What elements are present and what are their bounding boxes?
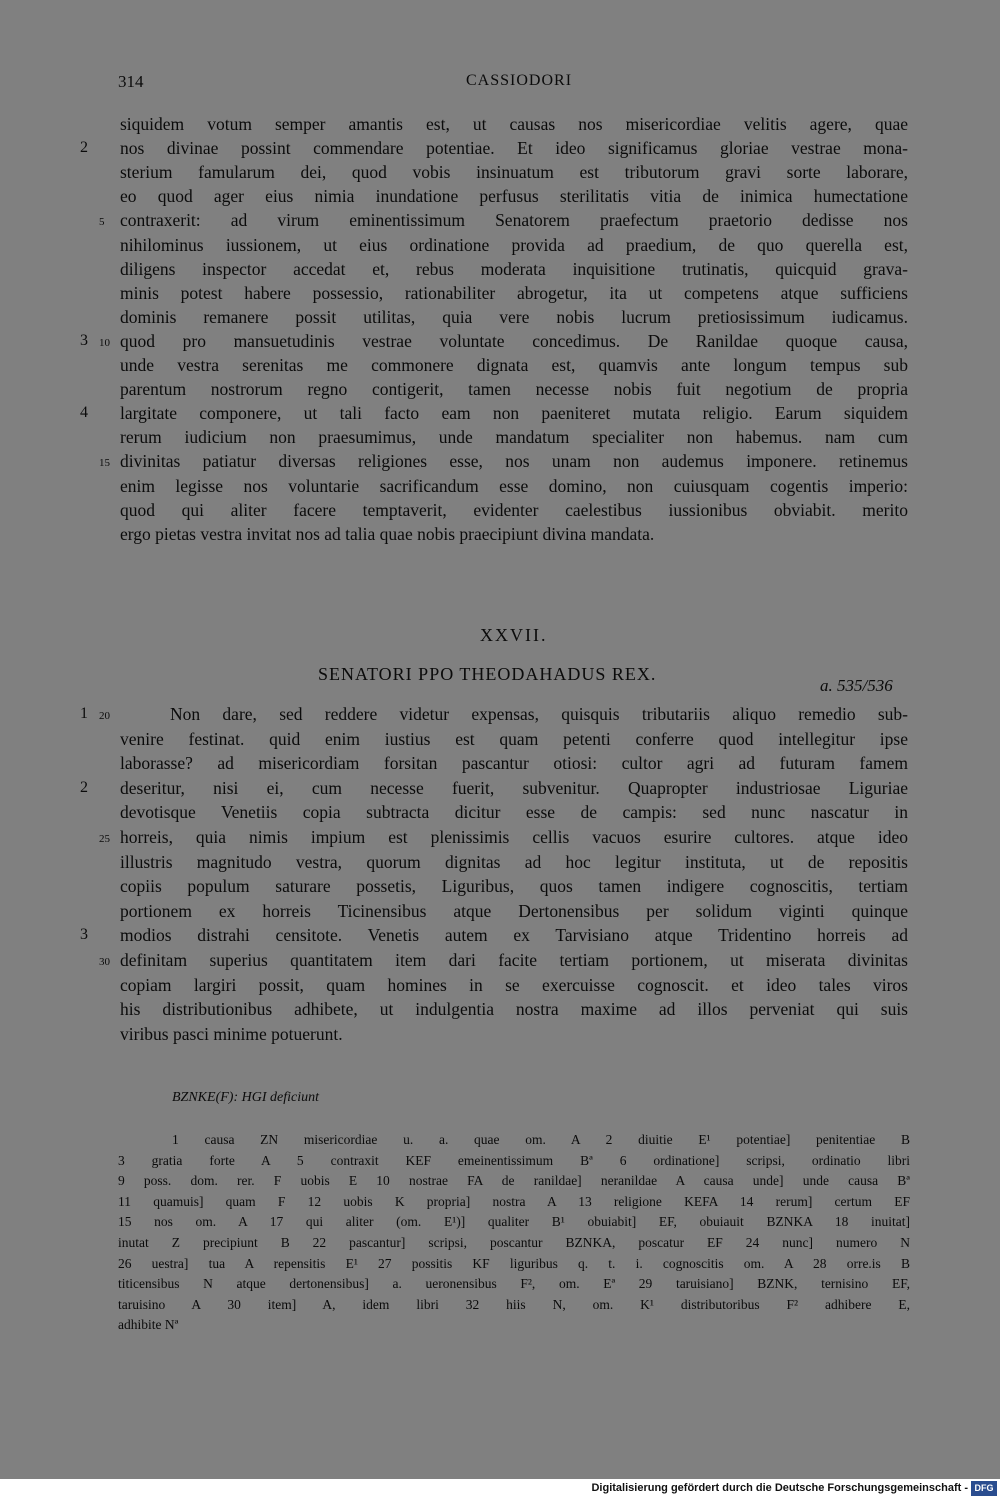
text-line: copiam largiri possit, quam homines in se exercuisse cognoscit. et ideo tales viros: [120, 974, 908, 995]
text-line: definitam superius quantitatem item dari facite tertiam portionem, ut miserata divinitas: [120, 950, 908, 970]
text-line: his distributionibus adhibete, ut indulgentia nostra maxime ad illos perveniat qui suis: [120, 999, 908, 1020]
text-line: devotisque Venetiis copia subtracta dicitur esse de campis: sed nunc nascatur in: [120, 802, 908, 823]
text-line: dominis remanere possit utilitas, quia vere nobis lucrum pretiosissimum iudicamus.: [120, 306, 908, 327]
text-line: siquidem votum semper amantis est, ut causas nos misericordiae velitis agere, quae: [120, 114, 908, 134]
text-line: laborasse? ad misericordiam forsitan pascantur otiosi: cultor agri ad futuram famem: [120, 753, 908, 774]
section-marker: 2: [80, 778, 88, 796]
text-line: venire festinat. quid enim iustius est quam petenti conferre quod intellegitur ipse: [120, 728, 908, 749]
text-line: unde vestra serenitas me commonere dignata est, quamvis ante longum tempus sub: [120, 355, 908, 375]
footer-bar: [0, 1479, 1000, 1499]
section-heading: SENATORI PPO THEODAHADUS REX.: [318, 664, 657, 684]
running-title: CASSIODORI: [466, 72, 573, 89]
text-line: rerum iudicium non praesumimus, unde mandatum specialiter non habemus. nam cum: [120, 427, 908, 448]
section-marker: 2: [80, 139, 88, 157]
text-line: deseritur, nisi ei, cum necesse fuerit, subvenitur. Quapropter industriosae Liguriae: [120, 777, 908, 798]
apparatus-note: 11 quamuis] quam F 12 uobis K propria] nostra A 13 religione KEFA 14 rerum] certum EF: [118, 1193, 910, 1209]
apparatus-note: adhibite Nª: [118, 1317, 179, 1333]
text-line: nihilominus iussionem, ut eius ordinatione provida ad praedium, de quo querella est,: [120, 234, 908, 255]
apparatus-note: 1 causa ZN misericordiae u. a. quae om. A 2 diuitie E¹ potentiae] penitentiae B: [172, 1132, 910, 1147]
apparatus-note: inutat Z precipiunt B 22 pascantur] scripsi, poscantur BZNKA, poscatur EF 24 nunc] numero N: [118, 1235, 910, 1250]
section-marker: 3: [80, 331, 88, 349]
section-marker: 4: [80, 404, 88, 422]
apparatus-note: taruisino A 30 item] A, idem libri 32 hiis N, om. K¹ distributoribus F² adhibere E,: [118, 1296, 910, 1312]
text-line: Non dare, sed reddere videtur expensas, quisquis tributariis aliquo remedio sub-: [170, 704, 908, 724]
text-line: minis potest habere possessio, rationabiliter abrogetur, ita ut competens atque sufficiens: [120, 282, 908, 303]
text-line: divinitas patiatur diversas religiones esse, nos unam non audemus imponere. retinemus: [120, 451, 908, 472]
text-line: copiis populum saturare possetis, Liguribus, quos tamen indigere cognoscitis, tertiam: [120, 876, 908, 897]
apparatus-note: 26 uestra] tua A repensitis E¹ 27 possitis KF liguribus q. t. i. cognoscitis om. A 28 orre.is B: [118, 1255, 910, 1271]
section-marker: 1: [80, 705, 88, 722]
text-line: parentum nostrorum regno contigerit, tamen necesse nobis fuit negotium de propria: [120, 379, 908, 400]
text-line: ergo pietas vestra invitat nos ad talia quae nobis praecipiunt divina mandata.: [120, 523, 655, 544]
text-line: eo quod ager eius nimia inundatione perfusus sterilitatis vitia de inimica humectatione: [120, 186, 908, 207]
text-line: contraxerit: ad virum eminentissimum Senatorem praefectum praetorio dedisse nos: [120, 210, 908, 231]
line-number: 15: [99, 457, 110, 470]
text-line: largitate componere, ut tali facto eam non paeniteret mutata religio. Earum siquidem: [120, 403, 908, 424]
apparatus-note: 9 poss. dom. rer. F uobis E 10 nostrae FA de ranildae] neranildae A causa unde] unde causa Bª: [118, 1173, 910, 1189]
text-line: enim legisse nos voluntarie sacrificandum esse domino, non cuiusquam cogentis imperio:: [120, 475, 908, 496]
text-line: sterium famularum dei, quod vobis insinuatum est tributorum gravi sorte laborare,: [120, 162, 908, 183]
text-line: portionem ex horreis Ticinensibus atque Dertonensibus per solidum viginti quinque: [120, 900, 908, 921]
dfg-logo: DFG: [971, 1481, 997, 1496]
section-date: a. 535/536: [820, 676, 893, 695]
line-number: 30: [99, 956, 110, 968]
line-number: 5: [99, 216, 105, 229]
text-line: illustris magnitudo vestra, quorum dignitas ad hoc legitur instituta, ut de repositis: [120, 851, 908, 872]
text-line: horreis, quia nimis impium est plenissimis cellis vacuos esurire cultores. atque ideo: [120, 827, 908, 847]
text-line: nos divinae possint commendare potentiae. Et ideo significamus gloriae vestrae mona-: [120, 138, 908, 159]
apparatus-note: 3 gratia forte A 5 contraxit KEF emeinentissimum Bª 6 ordinatione] scripsi, ordinatio libri: [118, 1152, 910, 1168]
text-line: quod qui aliter facere temptaverit, evidenter caelestibus iussionibus obviabit. merito: [120, 499, 908, 520]
apparatus-note: titicensibus N atque dertonensibus] a. ueronensibus F², om. Eª 29 taruisiano] BZNK, ternisino EF,: [118, 1276, 910, 1292]
line-number: 25: [99, 833, 110, 845]
line-number: 20: [99, 710, 110, 722]
line-number: 10: [99, 336, 110, 349]
apparatus-sigla: BZNKE(F): HGI deficiunt: [172, 1090, 319, 1105]
text-line: modios distrahi censitote. Venetis autem ex Tarvisiano atque Tridentino horreis ad: [120, 925, 908, 946]
footer-credit: Digitalisierung gefördert durch die Deutsche Forschungsgemeinschaft -: [591, 1482, 968, 1494]
page-number: 314: [118, 72, 144, 91]
text-line: diligens inspector accedat et, rebus moderata inquisitione trutinatis, quicquid grava-: [120, 258, 908, 279]
text-line: viribus pasci minime potuerunt.: [120, 1023, 343, 1044]
text-line: quod pro mansuetudinis vestrae voluntate concedimus. De Ranildae quoque causa,: [120, 330, 908, 351]
section-marker: 3: [80, 926, 88, 944]
apparatus-note: 15 nos om. A 17 qui aliter (om. E¹)] qualiter B¹ obuiabit] EF, obuiauit BZNKA 18 inuitat]: [118, 1214, 910, 1230]
section-number: XXVII.: [480, 625, 548, 645]
